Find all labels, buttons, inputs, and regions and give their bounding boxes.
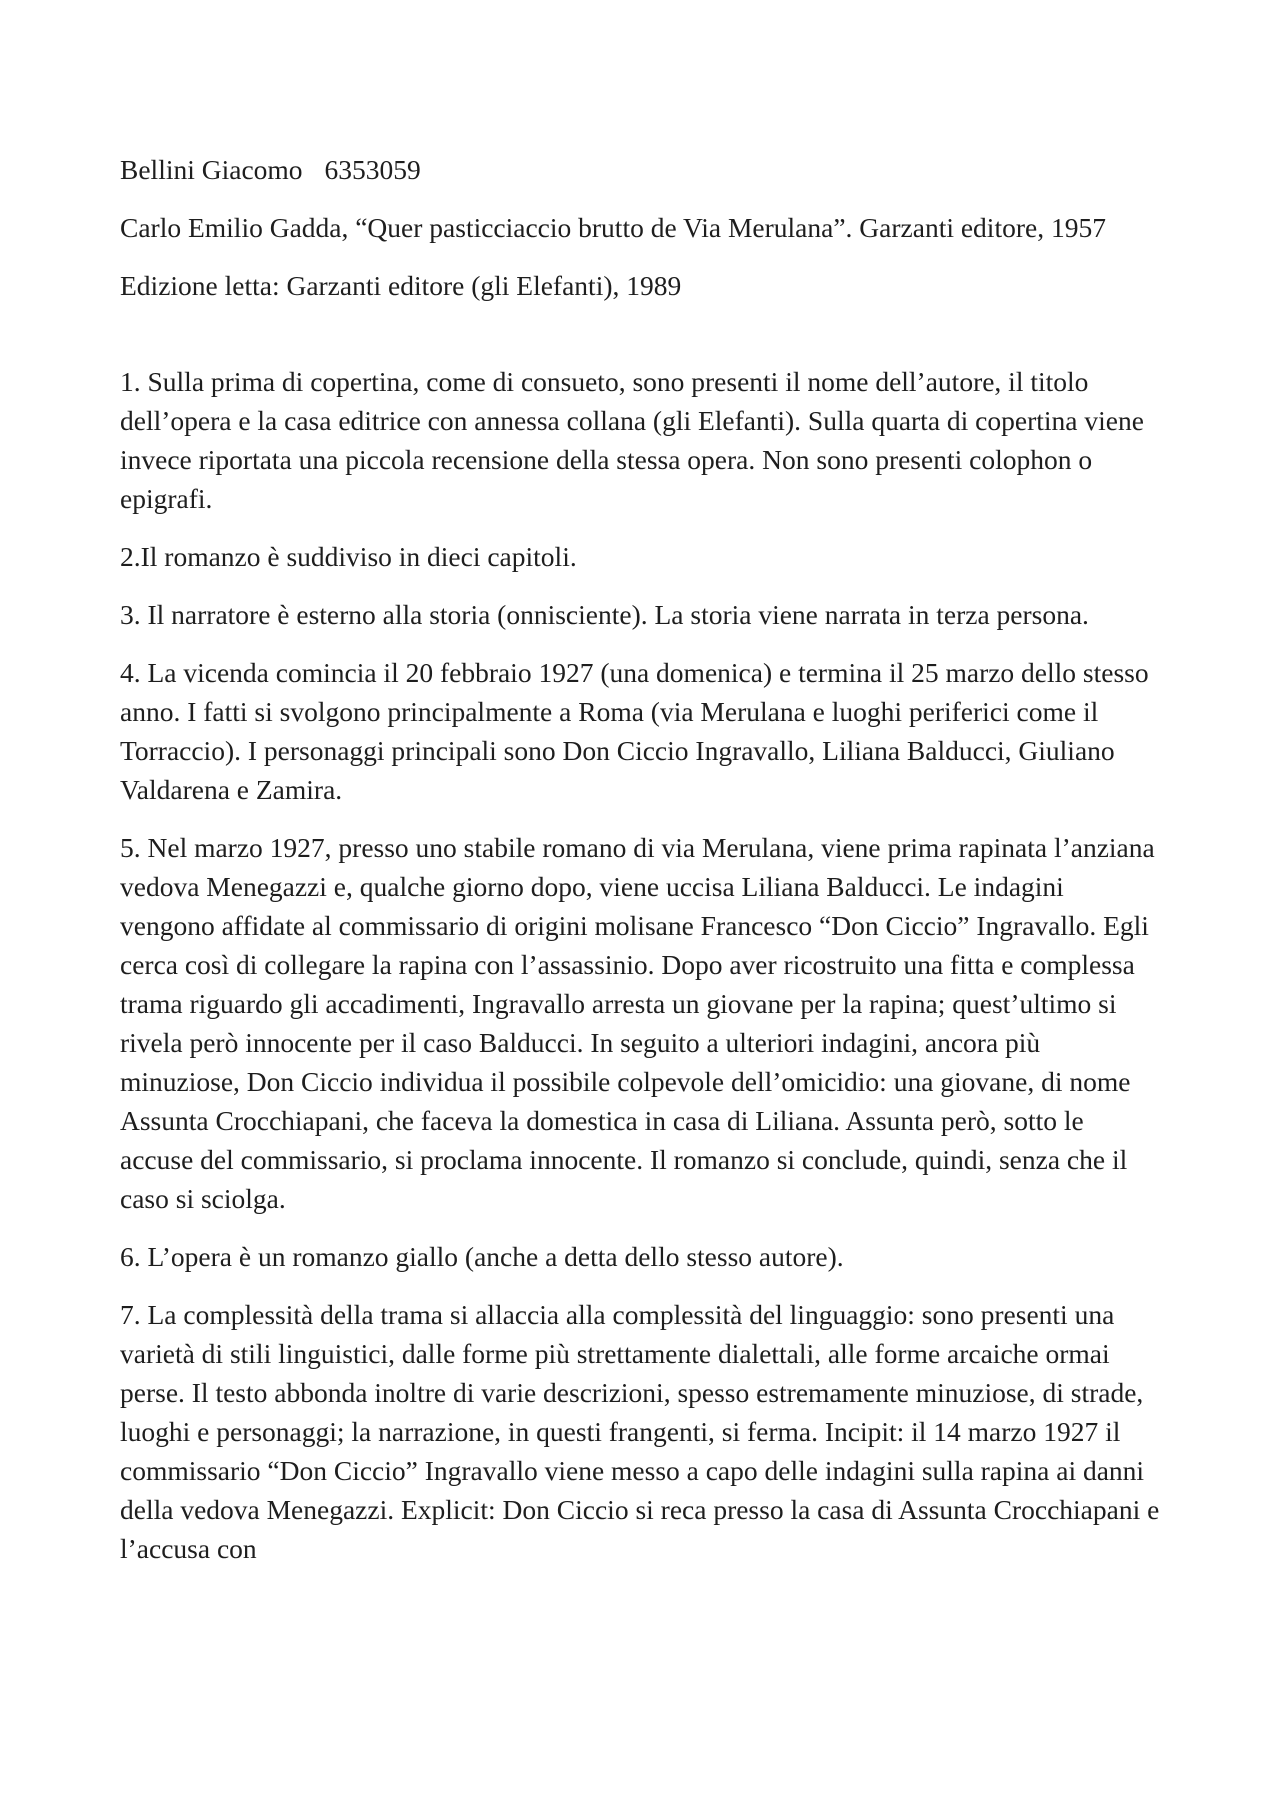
answer-6: 6. L’opera è un romanzo giallo (anche a detta dello stesso autore).: [120, 1241, 844, 1272]
answer-3: 3. Il narratore è esterno alla storia (onnisciente). La storia viene narrata in terza persona.: [120, 599, 1089, 630]
answer-5: 5. Nel marzo 1927, presso uno stabile romano di via Merulana, viene prima rapinata l’anziana vedova Menegazzi e, qualche giorno dopo, viene uccisa Liliana Balducci. Le indagini vengono affidate al commissario di origini molisane Francesco “Don Ciccio” Ingravallo. Egli cerca così di collegare la rapina con l’assassinio. Dopo aver ricostruito una fitta e complessa trama riguardo gli accadimenti, Ingravallo arresta un giovane per la rapina; quest’ultimo si rivela però innocente per il caso Balducci. In seguito a ulteriori indagini, ancora più minuziose, Don Ciccio individua il possibile colpevole dell’omicidio: una giovane, di nome Assunta Crocchiapani, che faceva la domestica in casa di Liliana. Assunta però, sotto le accuse del commissario, si proclama innocente. Il romanzo si conclude, quindi, senza che il caso si sciolga.: [120, 832, 1155, 1214]
answer-7: 7. La complessità della trama si allaccia alla complessità del linguaggio: sono presenti una varietà di stili linguistici, dalle forme più strettamente dialettali, alle forme arcaiche ormai perse. Il testo abbonda inoltre di varie descrizioni, spesso estremamente minuziose, di strade, luoghi e personaggi; la narrazione, in questi frangenti, si ferma. Incipit: il 14 marzo 1927 il commissario “Don Ciccio” Ingravallo viene messo a capo delle indagini sulla rapina ai danni della vedova Menegazzi. Explicit: Don Ciccio si reca presso la casa di Assunta Crocchiapani e l’accusa con: [120, 1299, 1160, 1564]
student-id: 6353059: [324, 154, 421, 185]
book-reference: Carlo Emilio Gadda, “Quer pasticciaccio brutto de Via Merulana”. Garzanti editore, 1957: [120, 212, 1106, 243]
edition-read: Edizione letta: Garzanti editore (gli Elefanti), 1989: [120, 270, 682, 301]
student-line: [120, 150, 1160, 189]
document-body: [120, 150, 1160, 1587]
answer-1: 1. Sulla prima di copertina, come di consueto, sono presenti il nome dell’autore, il titolo dell’opera e la casa editrice con annessa collana (gli Elefanti). Sulla quarta di copertina viene invece riportata una piccola recensione della stessa opera. Non sono presenti colophon o epigrafi.: [120, 366, 1144, 514]
student-name: Bellini Giacomo: [120, 154, 303, 185]
answer-2: 2.Il romanzo è suddiviso in dieci capitoli.: [120, 541, 577, 572]
section-spacer: [120, 324, 1160, 362]
answer-4: 4. La vicenda comincia il 20 febbraio 1927 (una domenica) e termina il 25 marzo dello stesso anno. I fatti si svolgono principalmente a Roma (via Merulana e luoghi periferici come il Torraccio). I personaggi principali sono Don Ciccio Ingravallo, Liliana Balducci, Giuliano Valdarena e Zamira.: [120, 657, 1149, 805]
